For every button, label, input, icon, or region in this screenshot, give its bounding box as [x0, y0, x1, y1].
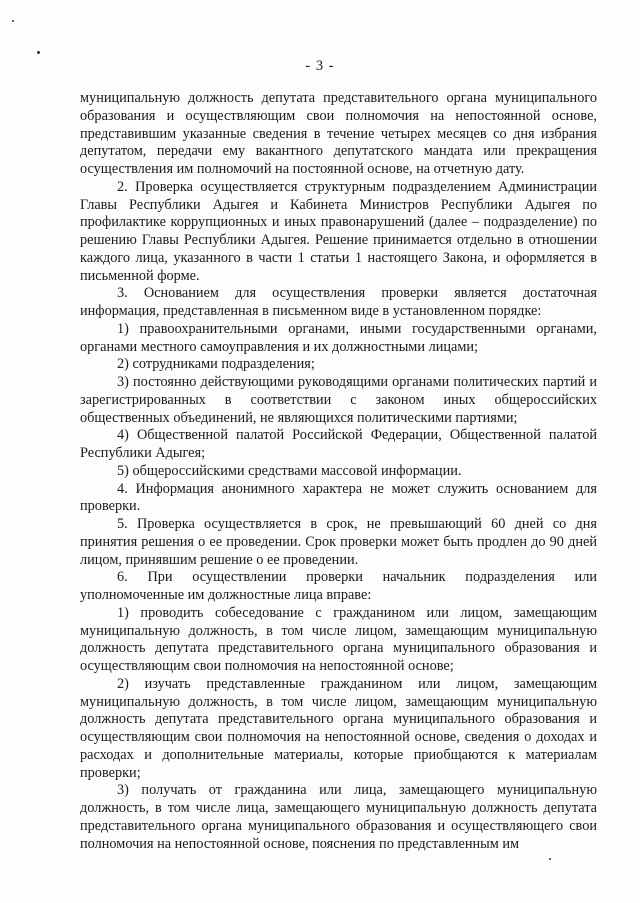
list-item: 3) получать от гражданина или лица, замещающего муниципальную должность, в том числе лица, замещающего муниципальную должность депутата представительного органа муниципального образования и осуществляющего свои полномочия на непостоянной основе, пояснения по представленным им: [80, 782, 597, 852]
list-item: 3) постоянно действующими руководящими органами политических партий и зарегистрированных в соответствии с законом иных общероссийских общественных объединений, не являющихся политическими партиями;: [80, 374, 597, 426]
scan-speck: [12, 20, 14, 22]
paragraph: муниципальную должность депутата представительного органа муниципального образования и осуществляющим свои полномочия на непостоянной основе, представившим указанные сведения в течение четырех месяцев со дня избрания депутатом, передачи ему вакантного депутатского мандата или прекращения осуществления им полномочий на постоянной основе, на отчетную дату.: [80, 90, 597, 177]
page-number: - 3 -: [305, 58, 335, 74]
scan-speck: [37, 51, 40, 54]
paragraph: 3. Основанием для осуществления проверки является достаточная информация, представленная в письменном виде в установленном порядке:: [80, 285, 597, 319]
paragraph: 4. Информация анонимного характера не может служить основанием для проверки.: [80, 480, 597, 515]
paragraph: 2. Проверка осуществляется структурным подразделением Администрации Главы Республики Адыгея и Кабинета Министров Республики Адыгея по профилактике коррупционных и иных правонарушений (далее – подразделение) по решению Главы Республики Адыгея. Решение принимается отдельно в отношении каждого лица, указанного в части 1 статьи 1 настоящего Закона, и оформляется в письменной форме.: [80, 178, 597, 284]
paragraph: 5. Проверка осуществляется в срок, не превышающий 60 дней со дня принятия решения о ее проведении. Срок проверки может быть продлен до 90 дней лицом, принявшим решение о ее проведении.: [80, 516, 597, 568]
list-item: 5) общероссийскими средствами массовой информации.: [117, 462, 462, 479]
list-item: 1) проводить собеседование с гражданином или лицом, замещающим муниципальную должность, в том числе лицом, замещающим муниципальную должность депутата представительного органа муниципального образования и осуществляющим свои полномочия на непостоянной основе;: [80, 604, 597, 674]
document-body: [80, 90, 597, 853]
list-item: 2) изучать представленные гражданином или лицом, замещающим муниципальную должность, в том числе лицом, замещающим муниципальную должность депутата представительного органа муниципального образования и осуществляющим свои полномочия на непостоянной основе, сведения о доходах и расходах и дополнительные материалы, которые приобщаются к материалам проверки;: [80, 675, 597, 781]
paragraph: 6. При осуществлении проверки начальник подразделения или уполномоченные им должностные лица вправе:: [80, 569, 597, 603]
scan-speck: [549, 858, 551, 860]
list-item: 4) Общественной палатой Российской Федерации, Общественной палатой Республики Адыгея;: [80, 427, 597, 461]
list-item: 1) правоохранительными органами, иными государственными органами, органами местного самоуправления и их должностными лицами;: [80, 320, 597, 355]
list-item: 2) сотрудниками подразделения;: [117, 356, 315, 373]
